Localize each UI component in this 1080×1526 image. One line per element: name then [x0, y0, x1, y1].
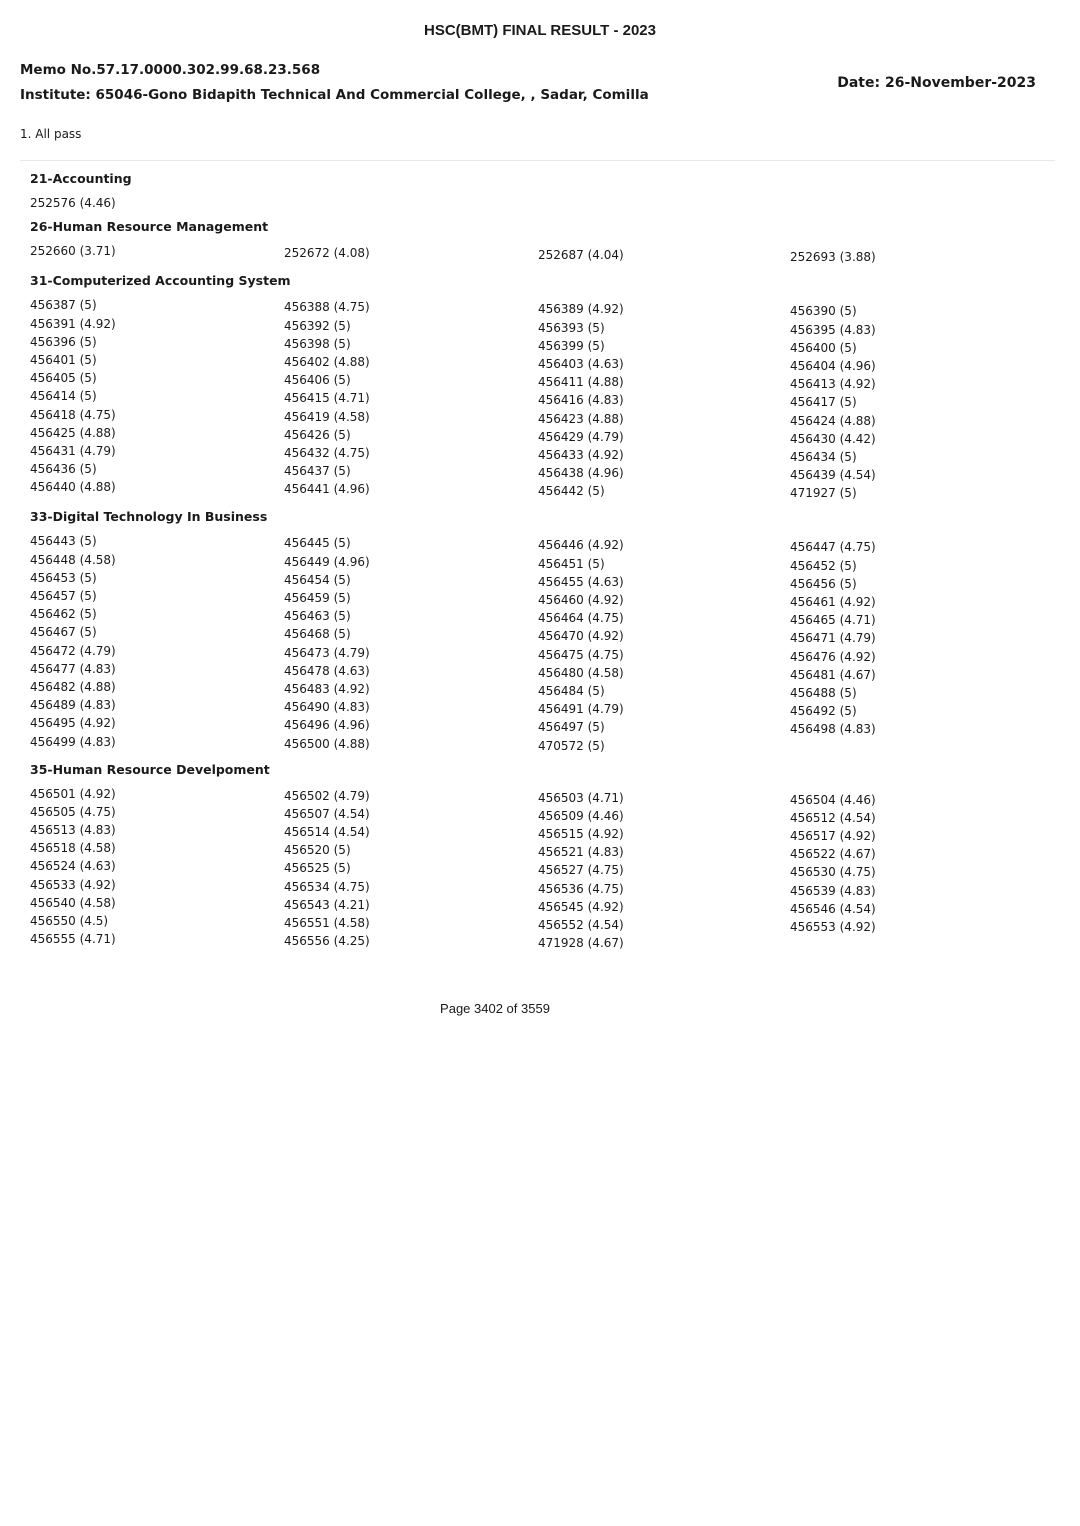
roll-result: 456415 (4.71) — [284, 391, 370, 406]
roll-result: 456521 (4.83) — [538, 845, 624, 860]
roll-result: 456433 (4.92) — [538, 447, 624, 462]
roll-result: 456484 (5) — [538, 683, 605, 698]
roll-result: 456500 (4.88) — [284, 736, 370, 751]
roll-result: 456472 (4.79) — [30, 643, 116, 658]
roll-result: 456498 (4.83) — [790, 722, 876, 737]
roll-result: 456423 (4.88) — [538, 411, 624, 426]
roll-result: 456481 (4.67) — [790, 667, 876, 682]
roll-result: 456491 (4.79) — [538, 702, 624, 717]
pass-note: 1. All pass — [20, 127, 82, 141]
roll-result: 456546 (4.54) — [790, 901, 876, 916]
roll-result: 456434 (5) — [790, 449, 857, 464]
roll-result: 456417 (5) — [790, 395, 857, 410]
roll-result: 456454 (5) — [284, 572, 351, 587]
roll-result: 456425 (4.88) — [30, 425, 116, 440]
roll-result: 456527 (4.75) — [538, 863, 624, 878]
subject-section — [30, 508, 1040, 754]
roll-result: 456499 (4.83) — [30, 734, 116, 749]
roll-result: 252693 (3.88) — [790, 250, 876, 265]
subject-title: 31-Computerized Accounting System — [30, 273, 291, 289]
roll-result: 456447 (4.75) — [790, 540, 876, 555]
roll-result: 456413 (4.92) — [790, 377, 876, 392]
roll-result: 456452 (5) — [790, 558, 857, 573]
subject-section — [30, 272, 1040, 502]
roll-result: 456406 (5) — [284, 373, 351, 388]
roll-result: 456390 (5) — [790, 304, 857, 319]
roll-result: 456388 (4.75) — [284, 300, 370, 315]
roll-grid — [30, 296, 1040, 502]
roll-result: 456419 (4.58) — [284, 409, 370, 424]
roll-result: 456509 (4.46) — [538, 808, 624, 823]
roll-column — [790, 296, 1040, 502]
roll-result: 456490 (4.83) — [284, 700, 370, 715]
roll-result: 456540 (4.58) — [30, 895, 116, 910]
roll-result: 456400 (5) — [790, 340, 857, 355]
roll-result: 456459 (5) — [284, 591, 351, 605]
roll-result: 456504 (4.46) — [790, 792, 876, 807]
roll-result: 456545 (4.92) — [538, 899, 624, 914]
roll-column — [538, 296, 790, 502]
roll-result: 456556 (4.25) — [284, 934, 370, 949]
roll-column — [790, 242, 1040, 266]
roll-result: 252687 (4.04) — [538, 248, 624, 263]
roll-result: 252672 (4.08) — [284, 246, 370, 261]
roll-result: 456505 (4.75) — [30, 804, 116, 819]
roll-result: 456473 (4.79) — [284, 645, 370, 660]
roll-result: 456449 (4.96) — [284, 554, 370, 569]
roll-column — [284, 242, 538, 266]
roll-result: 252660 (3.71) — [30, 244, 116, 259]
roll-result: 471928 (4.67) — [538, 936, 624, 951]
roll-result: 456430 (4.42) — [790, 431, 876, 446]
roll-result: 456387 (5) — [30, 298, 97, 313]
roll-column — [790, 532, 1040, 754]
roll-result: 456403 (4.63) — [538, 356, 624, 371]
roll-result: 456402 (4.88) — [284, 354, 370, 369]
roll-result: 471927 (5) — [790, 486, 857, 501]
roll-result: 456468 (5) — [284, 627, 351, 642]
results-list — [30, 170, 1040, 958]
roll-result: 456478 (4.63) — [284, 663, 370, 678]
roll-result: 456439 (4.54) — [790, 468, 876, 483]
institute-name: Institute: 65046-Gono Bidapith Technical And Commercial College, , Sadar, Comilla — [20, 87, 649, 103]
roll-grid — [30, 532, 1040, 754]
roll-result: 456411 (4.88) — [538, 375, 624, 390]
roll-result: 456471 (4.79) — [790, 631, 876, 646]
roll-result: 456453 (5) — [30, 570, 97, 585]
roll-result: 456512 (4.54) — [790, 810, 876, 825]
roll-result: 456437 (5) — [284, 464, 351, 479]
roll-result: 456501 (4.92) — [30, 786, 116, 801]
roll-result: 456443 (5) — [30, 534, 97, 549]
roll-result: 456517 (4.92) — [790, 829, 876, 844]
roll-result: 456476 (4.92) — [790, 649, 876, 664]
roll-column — [30, 785, 284, 953]
roll-result: 456438 (4.96) — [538, 466, 624, 481]
roll-result: 456496 (4.96) — [284, 718, 370, 733]
roll-result: 252576 (4.46) — [30, 196, 116, 210]
roll-result: 456503 (4.71) — [538, 790, 624, 805]
roll-result: 456477 (4.83) — [30, 661, 116, 676]
subject-section — [30, 170, 1040, 212]
roll-result: 456445 (5) — [284, 536, 351, 551]
roll-column — [30, 532, 284, 754]
roll-result: 456393 (5) — [538, 320, 605, 335]
roll-result: 456502 (4.79) — [284, 788, 370, 803]
roll-grid — [30, 194, 1040, 212]
roll-result: 456552 (4.54) — [538, 918, 624, 932]
roll-result: 456418 (4.75) — [30, 407, 116, 422]
roll-result: 456530 (4.75) — [790, 865, 876, 880]
roll-result: 456462 (5) — [30, 607, 97, 622]
roll-result: 456489 (4.83) — [30, 698, 116, 713]
subject-title: 21-Accounting — [30, 171, 132, 186]
roll-column — [284, 194, 538, 212]
roll-result: 456432 (4.75) — [284, 445, 370, 460]
roll-result: 456416 (4.83) — [538, 393, 624, 408]
roll-column — [538, 532, 790, 754]
roll-result: 456395 (4.83) — [790, 322, 876, 337]
page-number: Page 3402 of 3559 — [440, 1001, 550, 1016]
roll-result: 456470 (4.92) — [538, 629, 624, 644]
roll-result: 456525 (5) — [284, 861, 351, 876]
page-title: HSC(BMT) FINAL RESULT - 2023 — [424, 22, 656, 39]
roll-result: 456492 (5) — [790, 704, 857, 719]
roll-result: 456480 (4.58) — [538, 665, 624, 680]
roll-column — [538, 242, 790, 266]
roll-result: 456536 (4.75) — [538, 881, 624, 896]
roll-result: 456507 (4.54) — [284, 806, 370, 821]
roll-result: 456456 (5) — [790, 576, 857, 591]
roll-result: 456465 (4.71) — [790, 613, 876, 628]
roll-result: 456398 (5) — [284, 336, 351, 351]
subject-title: 33-Digital Technology In Business — [30, 509, 268, 525]
roll-result: 456467 (5) — [30, 625, 97, 640]
roll-result: 456514 (4.54) — [284, 825, 370, 840]
roll-result: 456457 (5) — [30, 589, 97, 603]
roll-column — [790, 194, 1040, 212]
roll-result: 456520 (5) — [284, 843, 351, 858]
roll-result: 456534 (4.75) — [284, 879, 370, 894]
roll-result: 456429 (4.79) — [538, 429, 624, 444]
memo-number: Memo No.57.17.0000.302.99.68.23.568 — [20, 62, 321, 78]
roll-grid — [30, 785, 1040, 953]
roll-result: 456401 (5) — [30, 352, 97, 367]
roll-result: 470572 (5) — [538, 738, 605, 753]
roll-result: 456533 (4.92) — [30, 877, 116, 892]
roll-result: 456524 (4.63) — [30, 859, 116, 874]
subject-section — [30, 218, 1040, 266]
roll-result: 456482 (4.88) — [30, 679, 116, 694]
roll-result: 456488 (5) — [790, 685, 857, 700]
roll-result: 456442 (5) — [538, 484, 605, 499]
roll-result: 456392 (5) — [284, 318, 351, 333]
subject-section — [30, 761, 1040, 953]
roll-column — [538, 785, 790, 953]
roll-result: 456448 (4.58) — [30, 552, 116, 567]
roll-column — [284, 532, 538, 754]
roll-result: 456451 (5) — [538, 556, 605, 571]
roll-result: 456522 (4.67) — [790, 847, 876, 862]
roll-result: 456463 (5) — [284, 609, 351, 624]
roll-result: 456396 (5) — [30, 334, 97, 349]
roll-result: 456483 (4.92) — [284, 681, 370, 696]
roll-result: 456475 (4.75) — [538, 647, 624, 662]
roll-result: 456461 (4.92) — [790, 595, 876, 609]
roll-result: 456553 (4.92) — [790, 920, 876, 934]
roll-column — [30, 194, 284, 212]
roll-result: 456440 (4.88) — [30, 480, 116, 495]
roll-result: 456518 (4.58) — [30, 841, 116, 856]
roll-result: 456464 (4.75) — [538, 611, 624, 626]
roll-result: 456460 (4.92) — [538, 593, 624, 607]
roll-result: 456543 (4.21) — [284, 897, 370, 912]
roll-result: 456436 (5) — [30, 462, 97, 477]
roll-result: 456513 (4.83) — [30, 823, 116, 838]
roll-result: 456399 (5) — [538, 338, 605, 353]
roll-result: 456441 (4.96) — [284, 482, 370, 497]
subject-title: 35-Human Resource Develpoment — [30, 761, 270, 777]
result-date: Date: 26-November-2023 — [837, 75, 1036, 91]
roll-result: 456424 (4.88) — [790, 413, 876, 428]
subject-title: 26-Human Resource Management — [30, 219, 269, 235]
roll-result: 456550 (4.5) — [30, 914, 109, 928]
divider — [20, 160, 1055, 161]
roll-column — [284, 296, 538, 502]
roll-column — [30, 296, 284, 502]
roll-result: 456389 (4.92) — [538, 302, 624, 317]
roll-column — [538, 194, 790, 212]
roll-result: 456497 (5) — [538, 720, 605, 735]
roll-result: 456431 (4.79) — [30, 443, 116, 458]
roll-grid — [30, 242, 1040, 266]
roll-result: 456551 (4.58) — [284, 916, 370, 930]
roll-result: 456426 (5) — [284, 427, 351, 442]
roll-result: 456515 (4.92) — [538, 827, 624, 842]
roll-column — [284, 785, 538, 953]
roll-result: 456495 (4.92) — [30, 716, 116, 731]
roll-column — [30, 242, 284, 266]
roll-result: 456404 (4.96) — [790, 358, 876, 373]
roll-result: 456555 (4.71) — [30, 932, 116, 947]
roll-result: 456391 (4.92) — [30, 316, 116, 331]
roll-result: 456414 (5) — [30, 389, 97, 404]
roll-result: 456405 (5) — [30, 371, 97, 386]
roll-result: 456539 (4.83) — [790, 883, 876, 898]
roll-result: 456446 (4.92) — [538, 538, 624, 553]
roll-result: 456455 (4.63) — [538, 574, 624, 589]
roll-column — [790, 785, 1040, 953]
